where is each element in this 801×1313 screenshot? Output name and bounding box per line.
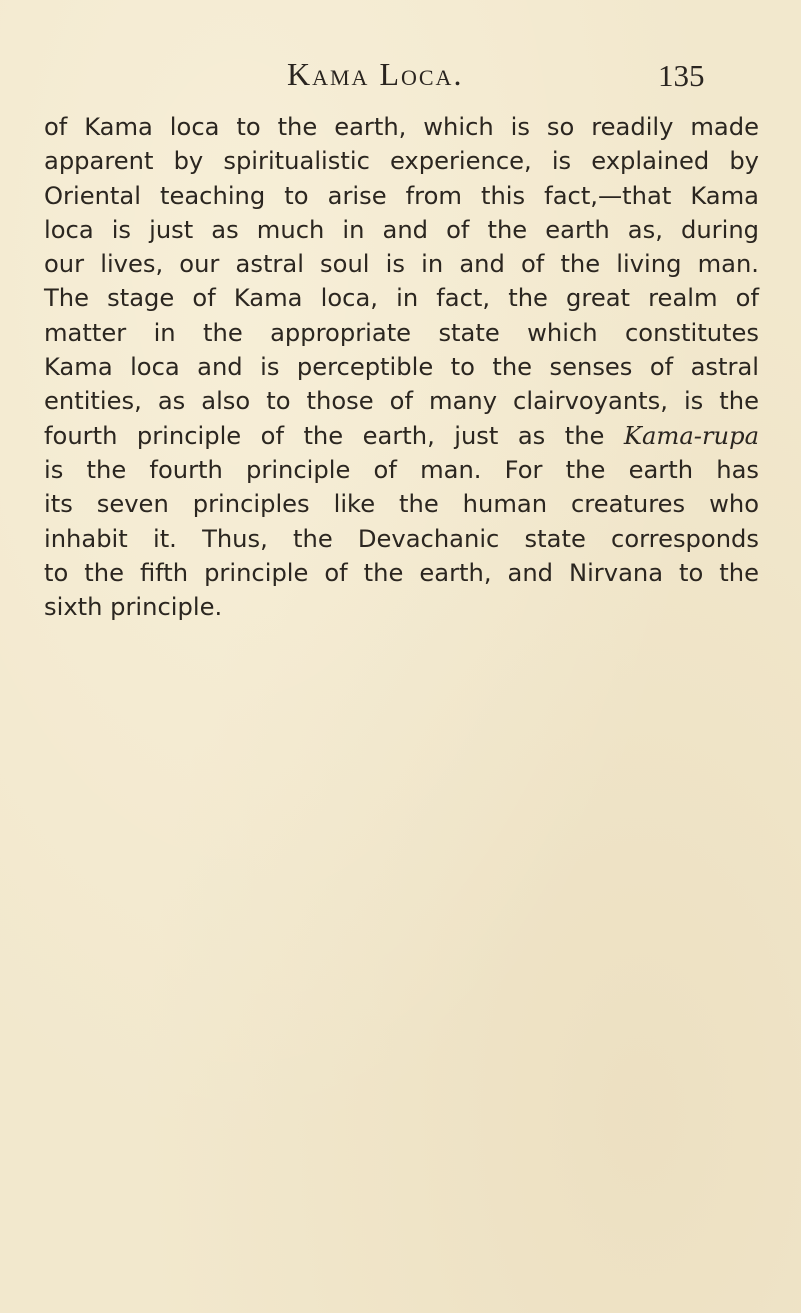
text-line: apparent by spiritualistic experience, is explained by: [44, 147, 759, 176]
text-line: loca is just as much in and of the earth as, during: [44, 215, 759, 244]
text-line: its seven principles like the human creatures who: [44, 490, 759, 519]
text-line: matter in the appropriate state which constitutes: [44, 318, 759, 347]
text-line-with-italic: [44, 419, 759, 453]
text-line: inhabit it. Thus, the Devachanic state corresponds: [44, 524, 759, 553]
page-number: 135: [658, 58, 705, 93]
running-head: [0, 56, 801, 100]
text-segment: fourth principle of the earth, just as the: [44, 421, 605, 450]
text-line: The stage of Kama loca, in fact, the great realm of: [44, 284, 759, 313]
text-line: to the fifth principle of the earth, and Nirvana to the: [44, 558, 759, 587]
text-line: sixth principle.: [44, 593, 223, 622]
body-paragraph: [44, 110, 759, 624]
text-line: of Kama loca to the earth, which is so readily made: [44, 113, 759, 141]
text-line: entities, as also to those of many clairvoyants, is the: [44, 387, 759, 416]
text-line: our lives, our astral soul is in and of the living man.: [44, 250, 759, 279]
italic-term: Kama-rupa: [623, 421, 759, 450]
text-line: Oriental teaching to arise from this fact,—that Kama: [44, 181, 759, 210]
text-line: is the fourth principle of man. For the earth has: [44, 455, 759, 484]
text-line: Kama loca and is perceptible to the senses of astral: [44, 353, 759, 382]
chapter-title: Kama Loca.: [287, 56, 464, 92]
